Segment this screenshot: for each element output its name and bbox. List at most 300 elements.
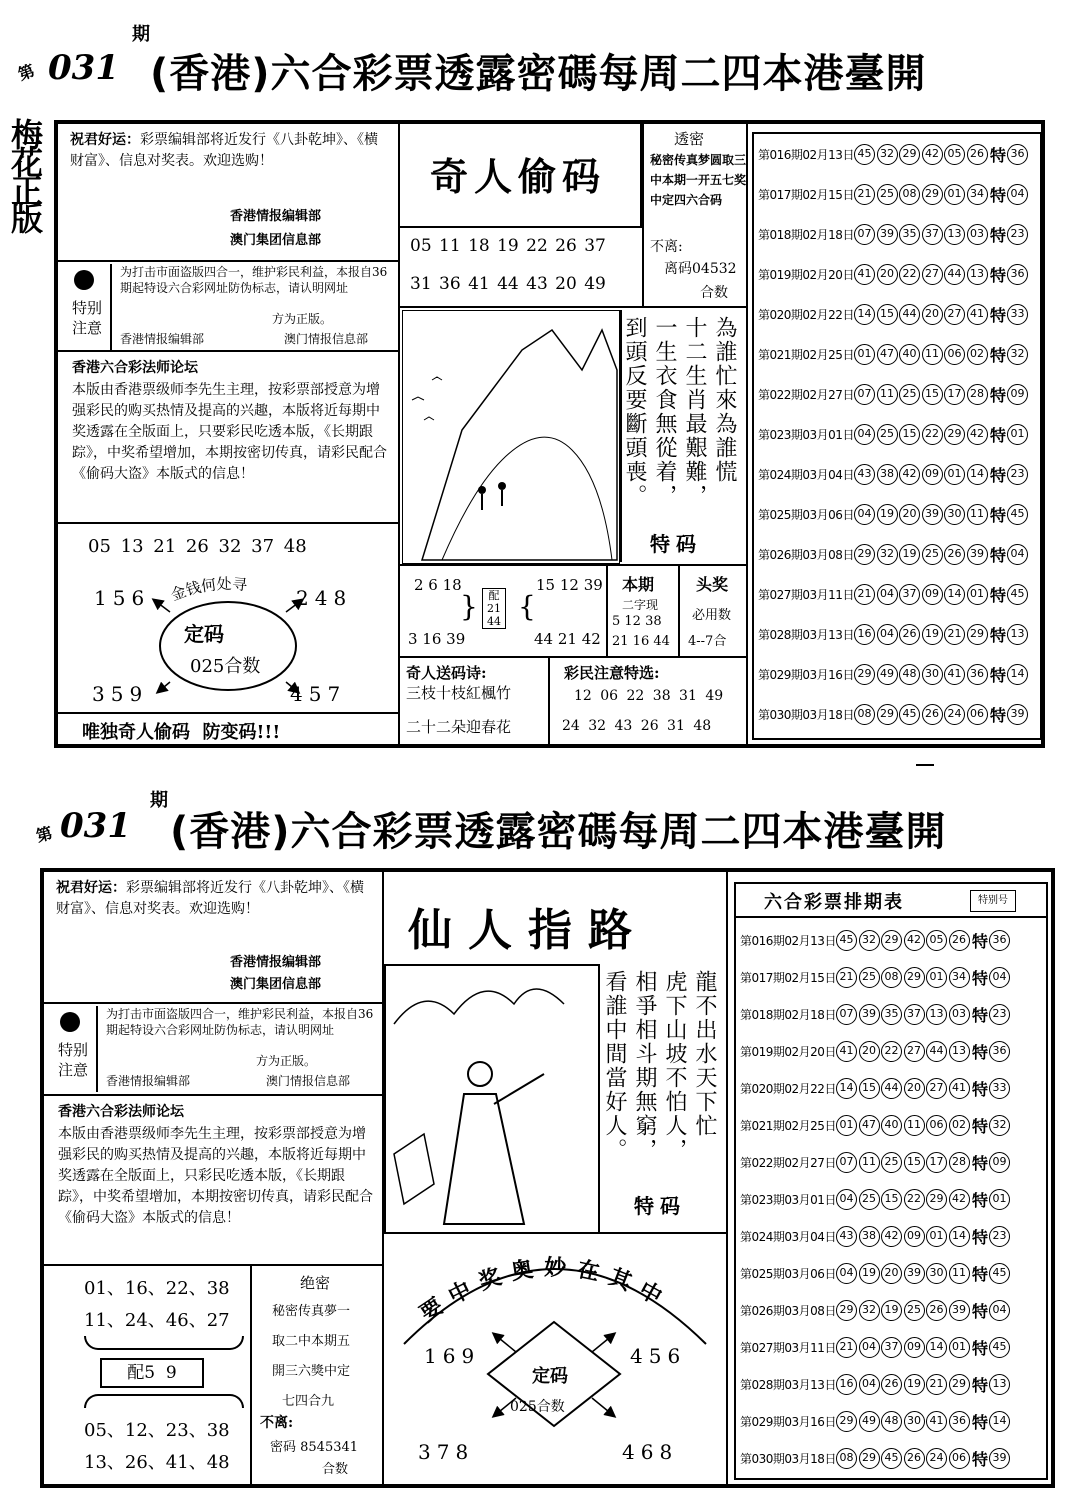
notice-body: 为打击市面盗版四合一，维护彩民利益，本报自36期起特设六合彩网址防伪标志，请认明网址 xyxy=(120,265,388,295)
number-ball: 34 xyxy=(949,967,970,988)
special-marker: 特 xyxy=(990,306,1007,325)
special-marker: 特 xyxy=(990,226,1007,245)
special-label-2: 特码 xyxy=(634,1194,686,1218)
number-ball: 47 xyxy=(877,344,898,365)
number-ball: 49 xyxy=(859,1411,880,1432)
number-ball: 29 xyxy=(854,664,875,685)
number-ball: 13 xyxy=(926,1004,947,1025)
number-ball: 04 xyxy=(877,624,898,645)
special-marker: 特 xyxy=(972,1117,989,1136)
special-ball: 36 xyxy=(1007,264,1028,285)
secret-buli: 不离: xyxy=(650,239,683,255)
number-ball: 21 xyxy=(854,184,875,205)
number-ball: 29 xyxy=(922,184,943,205)
special-marker: 特 xyxy=(972,1413,989,1432)
bottom-schedule xyxy=(734,882,1048,1480)
special-ball: 45 xyxy=(989,1263,1010,1284)
number-ball: 20 xyxy=(877,264,898,285)
number-ball: 34 xyxy=(967,184,988,205)
number-ball: 40 xyxy=(881,1115,902,1136)
number-ball: 03 xyxy=(949,1004,970,1025)
number-ball: 43 xyxy=(836,1226,857,1247)
number-ball: 07 xyxy=(854,384,875,405)
number-ball: 41 xyxy=(926,1411,947,1432)
number-ball: 35 xyxy=(899,224,920,245)
send-head: 奇人送码诗: xyxy=(406,664,487,682)
poem-line-4: 到頭反要斷頭喪。 xyxy=(622,316,647,508)
number-ball: 15 xyxy=(859,1078,880,1099)
poem-line-1: 為誰忙來為誰慌 xyxy=(712,316,737,484)
number-ball: 44 xyxy=(926,1041,947,1062)
number-ball: 09 xyxy=(904,1226,925,1247)
special-marker: 特 xyxy=(972,969,989,988)
top-frame xyxy=(54,120,1045,748)
money2-center: 定码 xyxy=(532,1366,568,1387)
number-ball: 42 xyxy=(922,144,943,165)
combo-box: 2 6 18 3 16 39 } 配 21 44 { 15 12 39 44 21 42 xyxy=(400,566,608,656)
number-ball: 04 xyxy=(836,1263,857,1284)
schedule-row-label: 第027期03月11日 xyxy=(740,1341,836,1355)
greeting-sign2-2: 澳门集团信息部 xyxy=(230,977,322,992)
this-issue-head: 本期 xyxy=(622,575,655,594)
nums-3: 05、12、23、38 xyxy=(84,1420,230,1441)
special-ball: 13 xyxy=(1007,624,1028,645)
schedule-row xyxy=(754,536,1040,573)
greeting-sign1-2: 香港情报编辑部 xyxy=(230,955,322,970)
special-marker: 特 xyxy=(972,1302,989,1321)
special-ball: 33 xyxy=(989,1078,1010,1099)
number-ball: 19 xyxy=(877,504,898,525)
schedule-row-label: 第019期02月20日 xyxy=(740,1045,836,1059)
special-marker: 特 xyxy=(972,1376,989,1395)
number-ball: 37 xyxy=(922,224,943,245)
special-ball: 32 xyxy=(1007,344,1028,365)
schedule-row xyxy=(754,216,1040,253)
notice-right-2: 方为正版。 xyxy=(256,1054,317,1068)
number-ball: 11 xyxy=(859,1152,880,1173)
poem2-line-4: 看誰中間當好人。 xyxy=(602,970,627,1162)
special-marker: 特 xyxy=(990,706,1007,725)
number-ball: 08 xyxy=(836,1448,857,1469)
special-marker: 特 xyxy=(972,1006,989,1025)
special-marker: 特 xyxy=(972,1450,989,1469)
number-ball: 14 xyxy=(949,1226,970,1247)
issue-number: 031 xyxy=(48,48,119,88)
issue-number-2: 031 xyxy=(60,806,131,846)
number-ball: 04 xyxy=(877,584,898,605)
panel-title: 奇人偷码 xyxy=(430,155,607,199)
number-ball: 25 xyxy=(877,184,898,205)
schedule-row-label: 第022期02月27日 xyxy=(740,1156,836,1170)
nums-2: 11、24、46、27 xyxy=(84,1310,230,1331)
schedule-row xyxy=(754,376,1040,413)
number-ball: 21 xyxy=(926,1374,947,1395)
money2-tr: 456 xyxy=(630,1344,687,1368)
greeting xyxy=(70,130,390,172)
forum-body: 本版由香港票级师李先生主理，按彩票部授意为增强彩民的购买热情及提高的兴趣，本版将近每期中奖透露在全版面上，只要彩民吃透本版，《长期跟踪》，中奖希望增加，本期按密切传真，请彩民配合《偷码大盗》本版式的信息！ xyxy=(72,382,387,482)
number-ball: 45 xyxy=(899,704,920,725)
schedule-row-label: 第022期02月27日 xyxy=(758,388,854,402)
money-br: 457 xyxy=(290,682,347,706)
special-marker: 特 xyxy=(990,266,1007,285)
number-ball: 01 xyxy=(926,1226,947,1247)
nums-1: 01、16、22、38 xyxy=(84,1278,230,1299)
number-ball: 16 xyxy=(854,624,875,645)
number-ball: 02 xyxy=(949,1115,970,1136)
notice2-box xyxy=(550,658,746,744)
schedule-row xyxy=(736,959,1046,996)
number-ball: 03 xyxy=(967,224,988,245)
bottom-frame xyxy=(40,868,1055,1488)
top-left-column xyxy=(58,124,398,744)
number-ball: 06 xyxy=(967,704,988,725)
number-ball: 45 xyxy=(836,930,857,951)
number-ball: 39 xyxy=(967,544,988,565)
number-ball: 01 xyxy=(926,967,947,988)
this-issue-sub: 二字现 xyxy=(622,598,659,612)
number-ball: 28 xyxy=(967,384,988,405)
schedule-row-label: 第029期03月16日 xyxy=(758,668,854,682)
number-ball: 39 xyxy=(904,1263,925,1284)
send-l2: 二十二朵迎春花 xyxy=(406,718,512,736)
special-label: 特码 xyxy=(650,532,702,556)
schedule-row xyxy=(736,1181,1046,1218)
schedule-row-label: 第020期02月22日 xyxy=(740,1082,836,1096)
number-ball: 26 xyxy=(899,624,920,645)
forum-body-2: 本版由香港票级师李先生主理，按彩票部授意为增强彩民的购买热情及提高的兴趣，本版将近每期中奖透露在全版面上，只彩民吃透本版，《长期跟踪》，中奖希望增加，本期按密切传真，请彩民配合《偷码大盗》本版式的信息！ xyxy=(58,1126,373,1226)
number-ball: 45 xyxy=(854,144,875,165)
secret2-l2: 取二中本期五 xyxy=(272,1334,351,1349)
number-ball: 41 xyxy=(967,304,988,325)
special-ball: 01 xyxy=(989,1189,1010,1210)
schedule-row-label: 第017期02月15日 xyxy=(758,188,854,202)
schedule-row-label: 第021期02月25日 xyxy=(740,1119,836,1133)
special-marker: 特 xyxy=(972,1154,989,1173)
number-ball: 04 xyxy=(836,1189,857,1210)
greeting-body-2: 彩票编辑部将近发行《八卦乾坤》、《横财富》、信息对奖表。欢迎选购！ xyxy=(56,880,364,917)
number-ball: 39 xyxy=(877,224,898,245)
number-ball: 01 xyxy=(854,344,875,365)
number-ball: 24 xyxy=(926,1448,947,1469)
number-ball: 44 xyxy=(944,264,965,285)
number-ball: 30 xyxy=(944,504,965,525)
secret-sum: 合数 xyxy=(700,285,728,301)
schedule-row-label: 第026期03月08日 xyxy=(740,1304,836,1318)
schedule-row-label: 第023期03月01日 xyxy=(740,1193,836,1207)
number-ball: 20 xyxy=(881,1263,902,1284)
special-ball: 23 xyxy=(1007,224,1028,245)
combo-right-top: 15 12 39 xyxy=(536,576,603,594)
number-ball: 08 xyxy=(881,967,902,988)
number-ball: 11 xyxy=(967,504,988,525)
number-ball: 07 xyxy=(854,224,875,245)
nums-pair: 配5 9 xyxy=(100,1358,204,1388)
number-ball: 19 xyxy=(881,1300,902,1321)
special-ball: 39 xyxy=(989,1448,1010,1469)
bomb-icon xyxy=(60,1012,80,1032)
number-ball: 37 xyxy=(904,1004,925,1025)
number-ball: 26 xyxy=(904,1448,925,1469)
special-ball: 13 xyxy=(989,1374,1010,1395)
notice-badge-box xyxy=(62,264,112,350)
schedule-title: 六合彩票排期表 xyxy=(764,892,904,913)
number-ball: 11 xyxy=(877,384,898,405)
number-ball: 41 xyxy=(944,664,965,685)
schedule-row-label: 第018期02月18日 xyxy=(758,228,854,242)
number-ball: 27 xyxy=(904,1041,925,1062)
page-title: (香港)六合彩票透露密碼每周二四本港臺開 xyxy=(150,51,927,97)
money-tl: 156 xyxy=(94,586,151,610)
money2-tl: 169 xyxy=(424,1344,481,1368)
number-ball: 04 xyxy=(859,1374,880,1395)
schedule-row xyxy=(754,336,1040,373)
top-schedule xyxy=(752,132,1042,740)
issue-suffix-2: 期 xyxy=(150,790,168,811)
send-l1: 三枝十枝紅楓竹 xyxy=(406,684,512,702)
special-ball: 36 xyxy=(989,1041,1010,1062)
number-ball: 29 xyxy=(967,624,988,645)
notice-sign2-2: 澳门情报信息部 xyxy=(266,1074,351,1088)
schedule-row xyxy=(736,1070,1046,1107)
schedule-row-label: 第017期02月15日 xyxy=(740,971,836,985)
secret2-l1: 秘密传真夢一 xyxy=(272,1304,351,1319)
greeting-head-2: 祝君好运： xyxy=(56,880,126,896)
number-ball: 41 xyxy=(854,264,875,285)
number-ball: 25 xyxy=(877,424,898,445)
this-issue-l2: 21 16 44 xyxy=(612,634,670,649)
secret2-buli: 不离: xyxy=(260,1415,294,1431)
special-marker: 特 xyxy=(990,546,1007,565)
schedule-row xyxy=(754,576,1040,613)
number-ball: 22 xyxy=(899,264,920,285)
secret2-l3: 開三六獎中定 xyxy=(272,1364,351,1379)
special-ball: 04 xyxy=(989,967,1010,988)
schedule-row-label: 第026期03月08日 xyxy=(758,548,854,562)
special-ball: 32 xyxy=(989,1115,1010,1136)
secret-box xyxy=(642,124,746,306)
number-ball: 44 xyxy=(881,1078,902,1099)
number-ball: 32 xyxy=(859,930,880,951)
number-ball: 28 xyxy=(949,1152,970,1173)
special-marker: 特 xyxy=(972,932,989,951)
schedule-row xyxy=(754,296,1040,333)
number-ball: 11 xyxy=(922,344,943,365)
nums-4: 13、26、41、48 xyxy=(84,1452,230,1473)
numbers-line: 05 13 21 26 32 37 48 xyxy=(88,536,307,557)
number-ball: 26 xyxy=(944,544,965,565)
number-ball: 29 xyxy=(836,1300,857,1321)
nums-box xyxy=(44,1266,252,1484)
combo-mid: 配 21 44 xyxy=(482,588,506,629)
number-ball: 17 xyxy=(944,384,965,405)
number-ball: 32 xyxy=(877,544,898,565)
schedule-row xyxy=(754,696,1040,733)
number-ball: 20 xyxy=(899,504,920,525)
schedule-row xyxy=(736,1218,1046,1255)
number-ball: 39 xyxy=(922,504,943,525)
money2-br: 468 xyxy=(622,1440,679,1464)
number-ball: 21 xyxy=(944,624,965,645)
special-ball: 36 xyxy=(1007,144,1028,165)
number-ball: 35 xyxy=(881,1004,902,1025)
number-ball: 24 xyxy=(944,704,965,725)
number-ball: 41 xyxy=(949,1078,970,1099)
schedule-row xyxy=(736,1255,1046,1292)
number-ball: 39 xyxy=(859,1004,880,1025)
schedule-row xyxy=(754,136,1040,173)
notice-badge: 特别注意 xyxy=(71,299,102,337)
schedule-row-label: 第024期03月04日 xyxy=(740,1230,836,1244)
special-ball: 23 xyxy=(989,1004,1010,1025)
special-ball: 39 xyxy=(1007,704,1028,725)
combo-left-top: 2 6 18 xyxy=(414,576,462,594)
number-ball: 39 xyxy=(949,1300,970,1321)
special-ball: 23 xyxy=(989,1226,1010,1247)
panel-title-2: 仙人指路 xyxy=(408,905,648,956)
number-ball: 06 xyxy=(926,1115,947,1136)
special-marker: 特 xyxy=(972,1228,989,1247)
special-ball: 09 xyxy=(1007,384,1028,405)
number-ball: 19 xyxy=(922,624,943,645)
number-ball: 11 xyxy=(904,1115,925,1136)
bomb-icon xyxy=(74,270,94,290)
number-ball: 22 xyxy=(922,424,943,445)
number-ball: 38 xyxy=(859,1226,880,1247)
number-ball: 20 xyxy=(904,1078,925,1099)
number-ball: 06 xyxy=(949,1448,970,1469)
number-ball: 14 xyxy=(944,584,965,605)
number-ball: 15 xyxy=(877,304,898,325)
number-ball: 22 xyxy=(904,1189,925,1210)
sage-illustration xyxy=(384,964,600,1234)
number-ball: 29 xyxy=(926,1189,947,1210)
poem-line-3: 一生衣食無從着， xyxy=(652,316,677,508)
special-marker: 特 xyxy=(972,1043,989,1062)
number-ball: 29 xyxy=(854,544,875,565)
schedule-row xyxy=(736,1292,1046,1329)
send-box xyxy=(400,658,550,744)
money-sum: 025合数 xyxy=(190,656,261,677)
notice-sign2: 澳门情报信息部 xyxy=(284,332,369,346)
number-ball: 09 xyxy=(922,464,943,485)
number-ball: 30 xyxy=(904,1411,925,1432)
number-ball: 07 xyxy=(836,1004,857,1025)
number-ball: 36 xyxy=(949,1411,970,1432)
number-ball: 20 xyxy=(922,304,943,325)
number-ball: 29 xyxy=(944,424,965,445)
number-ball: 37 xyxy=(881,1337,902,1358)
schedule-row xyxy=(736,1033,1046,1070)
number-ball: 01 xyxy=(836,1115,857,1136)
number-ball: 21 xyxy=(836,1337,857,1358)
number-ball: 27 xyxy=(922,264,943,285)
money-bl: 359 xyxy=(92,682,149,706)
number-ball: 25 xyxy=(859,967,880,988)
number-ball: 07 xyxy=(836,1152,857,1173)
number-ball: 08 xyxy=(854,704,875,725)
issue-prefix-2: 第 xyxy=(34,823,55,846)
schedule-row xyxy=(736,1440,1046,1477)
number-ball: 11 xyxy=(949,1263,970,1284)
number-ball: 49 xyxy=(877,664,898,685)
number-ball: 47 xyxy=(859,1115,880,1136)
panel-nums2: 31 36 41 44 43 20 49 xyxy=(410,274,606,294)
poem2-line-1: 龍不出水天下忙 xyxy=(692,970,717,1138)
combo-right-bot: 44 21 42 xyxy=(534,630,601,648)
schedule-row-label: 第020期02月22日 xyxy=(758,308,854,322)
number-ball: 27 xyxy=(944,304,965,325)
number-ball: 29 xyxy=(904,967,925,988)
special-ball: 04 xyxy=(1007,184,1028,205)
number-ball: 30 xyxy=(926,1263,947,1284)
number-ball: 26 xyxy=(926,1300,947,1321)
number-ball: 37 xyxy=(899,584,920,605)
special-marker: 特 xyxy=(972,1191,989,1210)
panel-nums1: 05 11 18 19 22 26 37 xyxy=(410,236,606,256)
number-ball: 20 xyxy=(859,1041,880,1062)
schedule-row xyxy=(736,1144,1046,1181)
number-ball: 29 xyxy=(949,1374,970,1395)
special-ball: 01 xyxy=(1007,424,1028,445)
schedule-row-label: 第030期03月18日 xyxy=(758,708,854,722)
poem-box xyxy=(620,310,746,562)
issue-prefix: 第 xyxy=(15,60,38,85)
number-ball: 25 xyxy=(922,544,943,565)
number-ball: 14 xyxy=(854,304,875,325)
notice2-l1: 12 06 22 38 31 49 xyxy=(574,688,724,704)
schedule-row-label: 第030期03月18日 xyxy=(740,1452,836,1466)
number-ball: 14 xyxy=(967,464,988,485)
number-ball: 04 xyxy=(859,1337,880,1358)
number-ball: 29 xyxy=(899,144,920,165)
number-ball: 04 xyxy=(854,424,875,445)
schedule-badge: 特别号 xyxy=(970,890,1016,912)
secret-head: 透密 xyxy=(674,130,705,148)
number-ball: 06 xyxy=(944,344,965,365)
schedule-row xyxy=(754,416,1040,453)
number-ball: 25 xyxy=(881,1152,902,1173)
number-ball: 13 xyxy=(944,224,965,245)
special-marker: 特 xyxy=(990,346,1007,365)
issue-suffix: 期 xyxy=(132,24,150,45)
number-ball: 43 xyxy=(854,464,875,485)
number-ball: 19 xyxy=(904,1374,925,1395)
top-middle-column xyxy=(400,124,746,744)
number-ball: 42 xyxy=(881,1226,902,1247)
number-ball: 22 xyxy=(881,1041,902,1062)
number-ball: 29 xyxy=(859,1448,880,1469)
number-ball: 17 xyxy=(926,1152,947,1173)
special-marker: 特 xyxy=(990,466,1007,485)
number-ball: 48 xyxy=(899,664,920,685)
number-ball: 26 xyxy=(949,930,970,951)
number-ball: 29 xyxy=(836,1411,857,1432)
schedule-row-label: 第025期03月06日 xyxy=(740,1267,836,1281)
number-ball: 19 xyxy=(899,544,920,565)
schedule-row-label: 第016期02月13日 xyxy=(758,148,854,162)
special-ball: 45 xyxy=(1007,504,1028,525)
page-title-2: (香港)六合彩票透露密碼每周二四本港臺開 xyxy=(170,809,947,855)
poem2-line-2: 虎下山坡不怕人， xyxy=(662,970,687,1162)
schedule-row xyxy=(754,496,1040,533)
notice2-l2: 24 32 43 26 31 48 xyxy=(562,718,712,734)
special-marker: 特 xyxy=(990,666,1007,685)
greeting-head: 祝君好运： xyxy=(70,132,140,148)
schedule-row xyxy=(736,922,1046,959)
greeting-sign2: 澳门集团信息部 xyxy=(230,233,322,248)
schedule-row xyxy=(736,1107,1046,1144)
number-ball: 05 xyxy=(944,144,965,165)
